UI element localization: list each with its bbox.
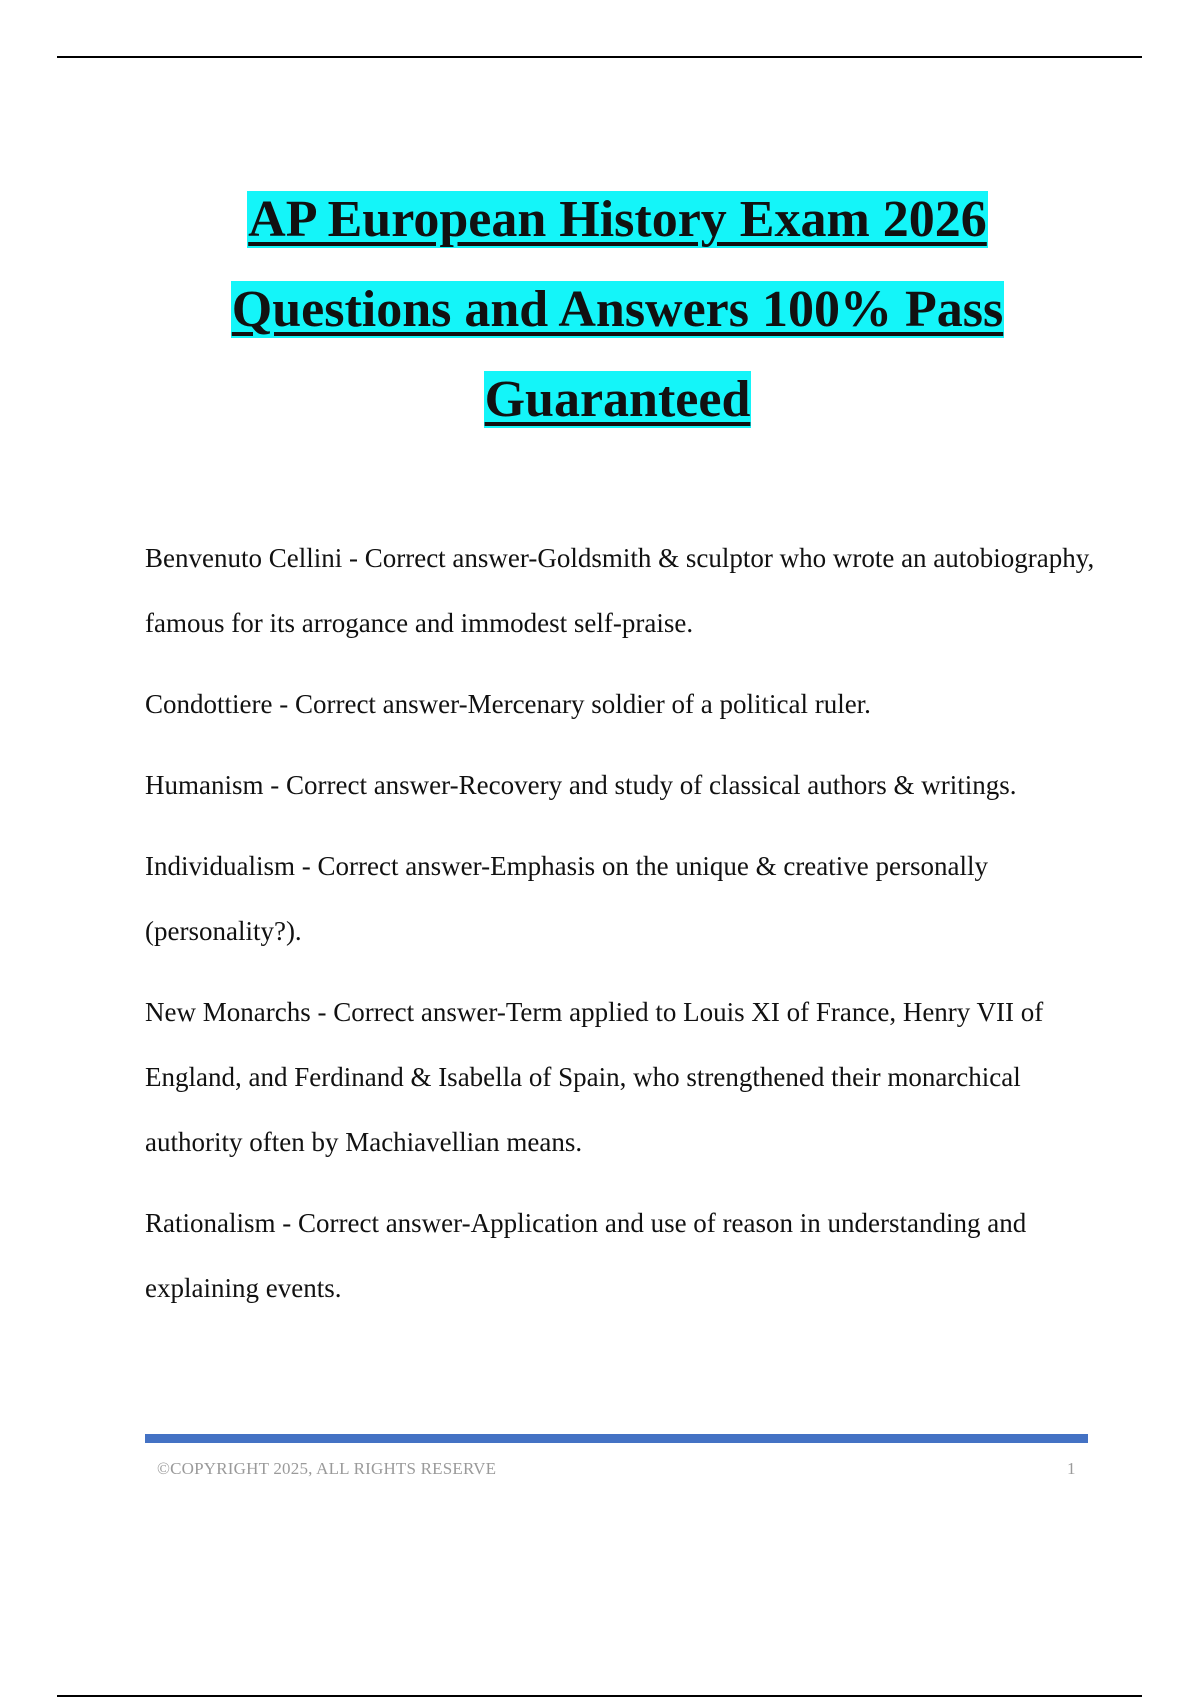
- title-line-text: Guaranteed: [484, 371, 751, 428]
- qa-entry: Individualism - Correct answer-Emphasis on the unique & creative personally (personality?).: [145, 851, 988, 946]
- qa-entries: [145, 526, 1105, 1337]
- qa-entry: New Monarchs - Correct answer-Term applied to Louis XI of France, Henry VII of England, and Ferdinand & Isabella of Spain, who strengthened their monarchical authority often by Machiavellian means.: [145, 997, 1044, 1157]
- footer-copyright: ©COPYRIGHT 2025, ALL RIGHTS RESERVE: [157, 1459, 497, 1478]
- qa-entry: Humanism - Correct answer-Recovery and study of classical authors & writings.: [145, 770, 1017, 800]
- qa-entry: Condottiere - Correct answer-Mercenary soldier of a political ruler.: [145, 689, 871, 719]
- qa-entry: Benvenuto Cellini - Correct answer-Goldsmith & sculptor who wrote an autobiography, famous for its arrogance and immodest self-praise.: [145, 543, 1095, 638]
- footer-bar: [145, 1434, 1088, 1443]
- title-line-text: Questions and Answers 100% Pass: [231, 281, 1004, 338]
- top-rule: [57, 56, 1142, 58]
- qa-entry: Rationalism - Correct answer-Application and use of reason in understanding and explaining events.: [145, 1208, 1027, 1303]
- page-number: 1: [1067, 1459, 1076, 1478]
- title-line: [0, 175, 1200, 265]
- document-title: [0, 175, 1200, 445]
- title-line-text: AP European History Exam 2026: [248, 191, 987, 248]
- title-line: [0, 355, 1200, 445]
- title-line: [0, 265, 1200, 355]
- bottom-rule: [57, 1695, 1142, 1697]
